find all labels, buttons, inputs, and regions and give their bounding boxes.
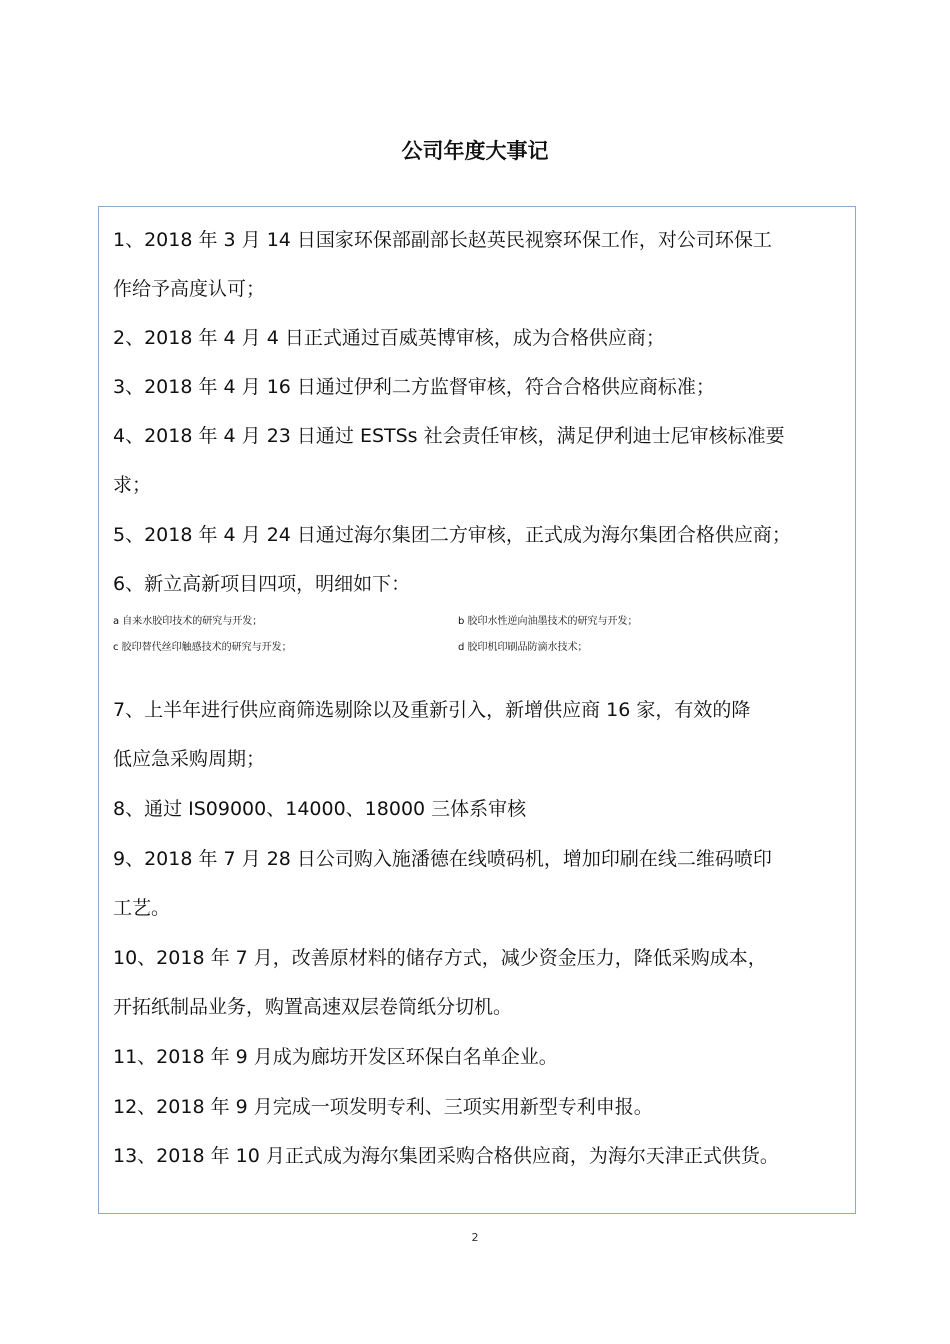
event-13 bbox=[113, 1132, 847, 1181]
event-5 bbox=[113, 511, 847, 560]
event-6 bbox=[113, 560, 847, 609]
event-9-line-2: 工艺。 bbox=[113, 897, 171, 919]
event-10-line-1: 10、2018 年 7 月，改善原材料的储存方式，减少资金压力，降低采购成本， bbox=[113, 947, 767, 969]
event-7-line-2: 低应急采购周期； bbox=[113, 748, 266, 770]
project-a: a 自来水胶印技术的研究与开发； bbox=[113, 616, 263, 627]
event-8-line-1: 8、通过 IS09000、14000、18000 三体系审核 bbox=[113, 798, 527, 820]
event-9 bbox=[113, 835, 847, 933]
event-5-line-1: 5、2018 年 4 月 24 日通过海尔集团二方审核，正式成为海尔集团合格供应商； bbox=[113, 524, 791, 546]
event-1 bbox=[113, 216, 847, 314]
event-10-line-2: 开拓纸制品业务，购置高速双层卷筒纸分切机。 bbox=[113, 996, 513, 1018]
project-b: b 胶印水性逆向油墨技术的研究与开发； bbox=[458, 616, 638, 627]
event-6-line-1: 6、新立高新项目四项，明细如下： bbox=[113, 573, 411, 595]
project-d: d 胶印机印刷品防滴水技术； bbox=[458, 642, 588, 653]
event-12 bbox=[113, 1083, 847, 1132]
event-4-line-2: 求； bbox=[113, 474, 152, 496]
event-13-line-1: 13、2018 年 10 月正式成为海尔集团采购合格供应商，为海尔天津正式供货。 bbox=[113, 1145, 779, 1167]
event-11-line-1: 11、2018 年 9 月成为廊坊开发区环保白名单企业。 bbox=[113, 1046, 558, 1068]
page-number: 2 bbox=[471, 1231, 479, 1244]
event-2 bbox=[113, 314, 847, 363]
event-10 bbox=[113, 934, 847, 1032]
event-2-line-1: 2、2018 年 4 月 4 日正式通过百威英博审核，成为合格供应商； bbox=[113, 327, 665, 349]
event-9-line-1: 9、2018 年 7 月 28 日公司购入施潘德在线喷码机，增加印刷在线二维码喷印 bbox=[113, 848, 772, 870]
event-4-line-1: 4、2018 年 4 月 23 日通过 ESTSs 社会责任审核，满足伊利迪士尼审核标准要 bbox=[113, 425, 785, 447]
events-box bbox=[98, 206, 856, 1214]
project-c: c 胶印替代丝印触感技术的研究与开发； bbox=[113, 642, 292, 653]
event-1-line-2: 作给予高度认可； bbox=[113, 278, 266, 300]
event-3-line-1: 3、2018 年 4 月 16 日通过伊利二方监督审核，符合合格供应商标准； bbox=[113, 376, 715, 398]
event-11 bbox=[113, 1033, 847, 1082]
page-title: 公司年度大事记 bbox=[401, 139, 549, 163]
event-7-line-1: 7、上半年进行供应商筛选剔除以及重新引入，新增供应商 16 家，有效的降 bbox=[113, 699, 751, 721]
event-8 bbox=[113, 785, 847, 834]
event-12-line-1: 12、2018 年 9 月完成一项发明专利、三项实用新型专利申报。 bbox=[113, 1096, 653, 1118]
event-7 bbox=[113, 686, 847, 784]
event-1-line-1: 1、2018 年 3 月 14 日国家环保部副部长赵英民视察环保工作，对公司环保工 bbox=[113, 229, 772, 251]
event-3 bbox=[113, 363, 847, 412]
event-4 bbox=[113, 412, 847, 510]
project-row-1 bbox=[113, 610, 853, 634]
project-row-2 bbox=[113, 636, 853, 660]
